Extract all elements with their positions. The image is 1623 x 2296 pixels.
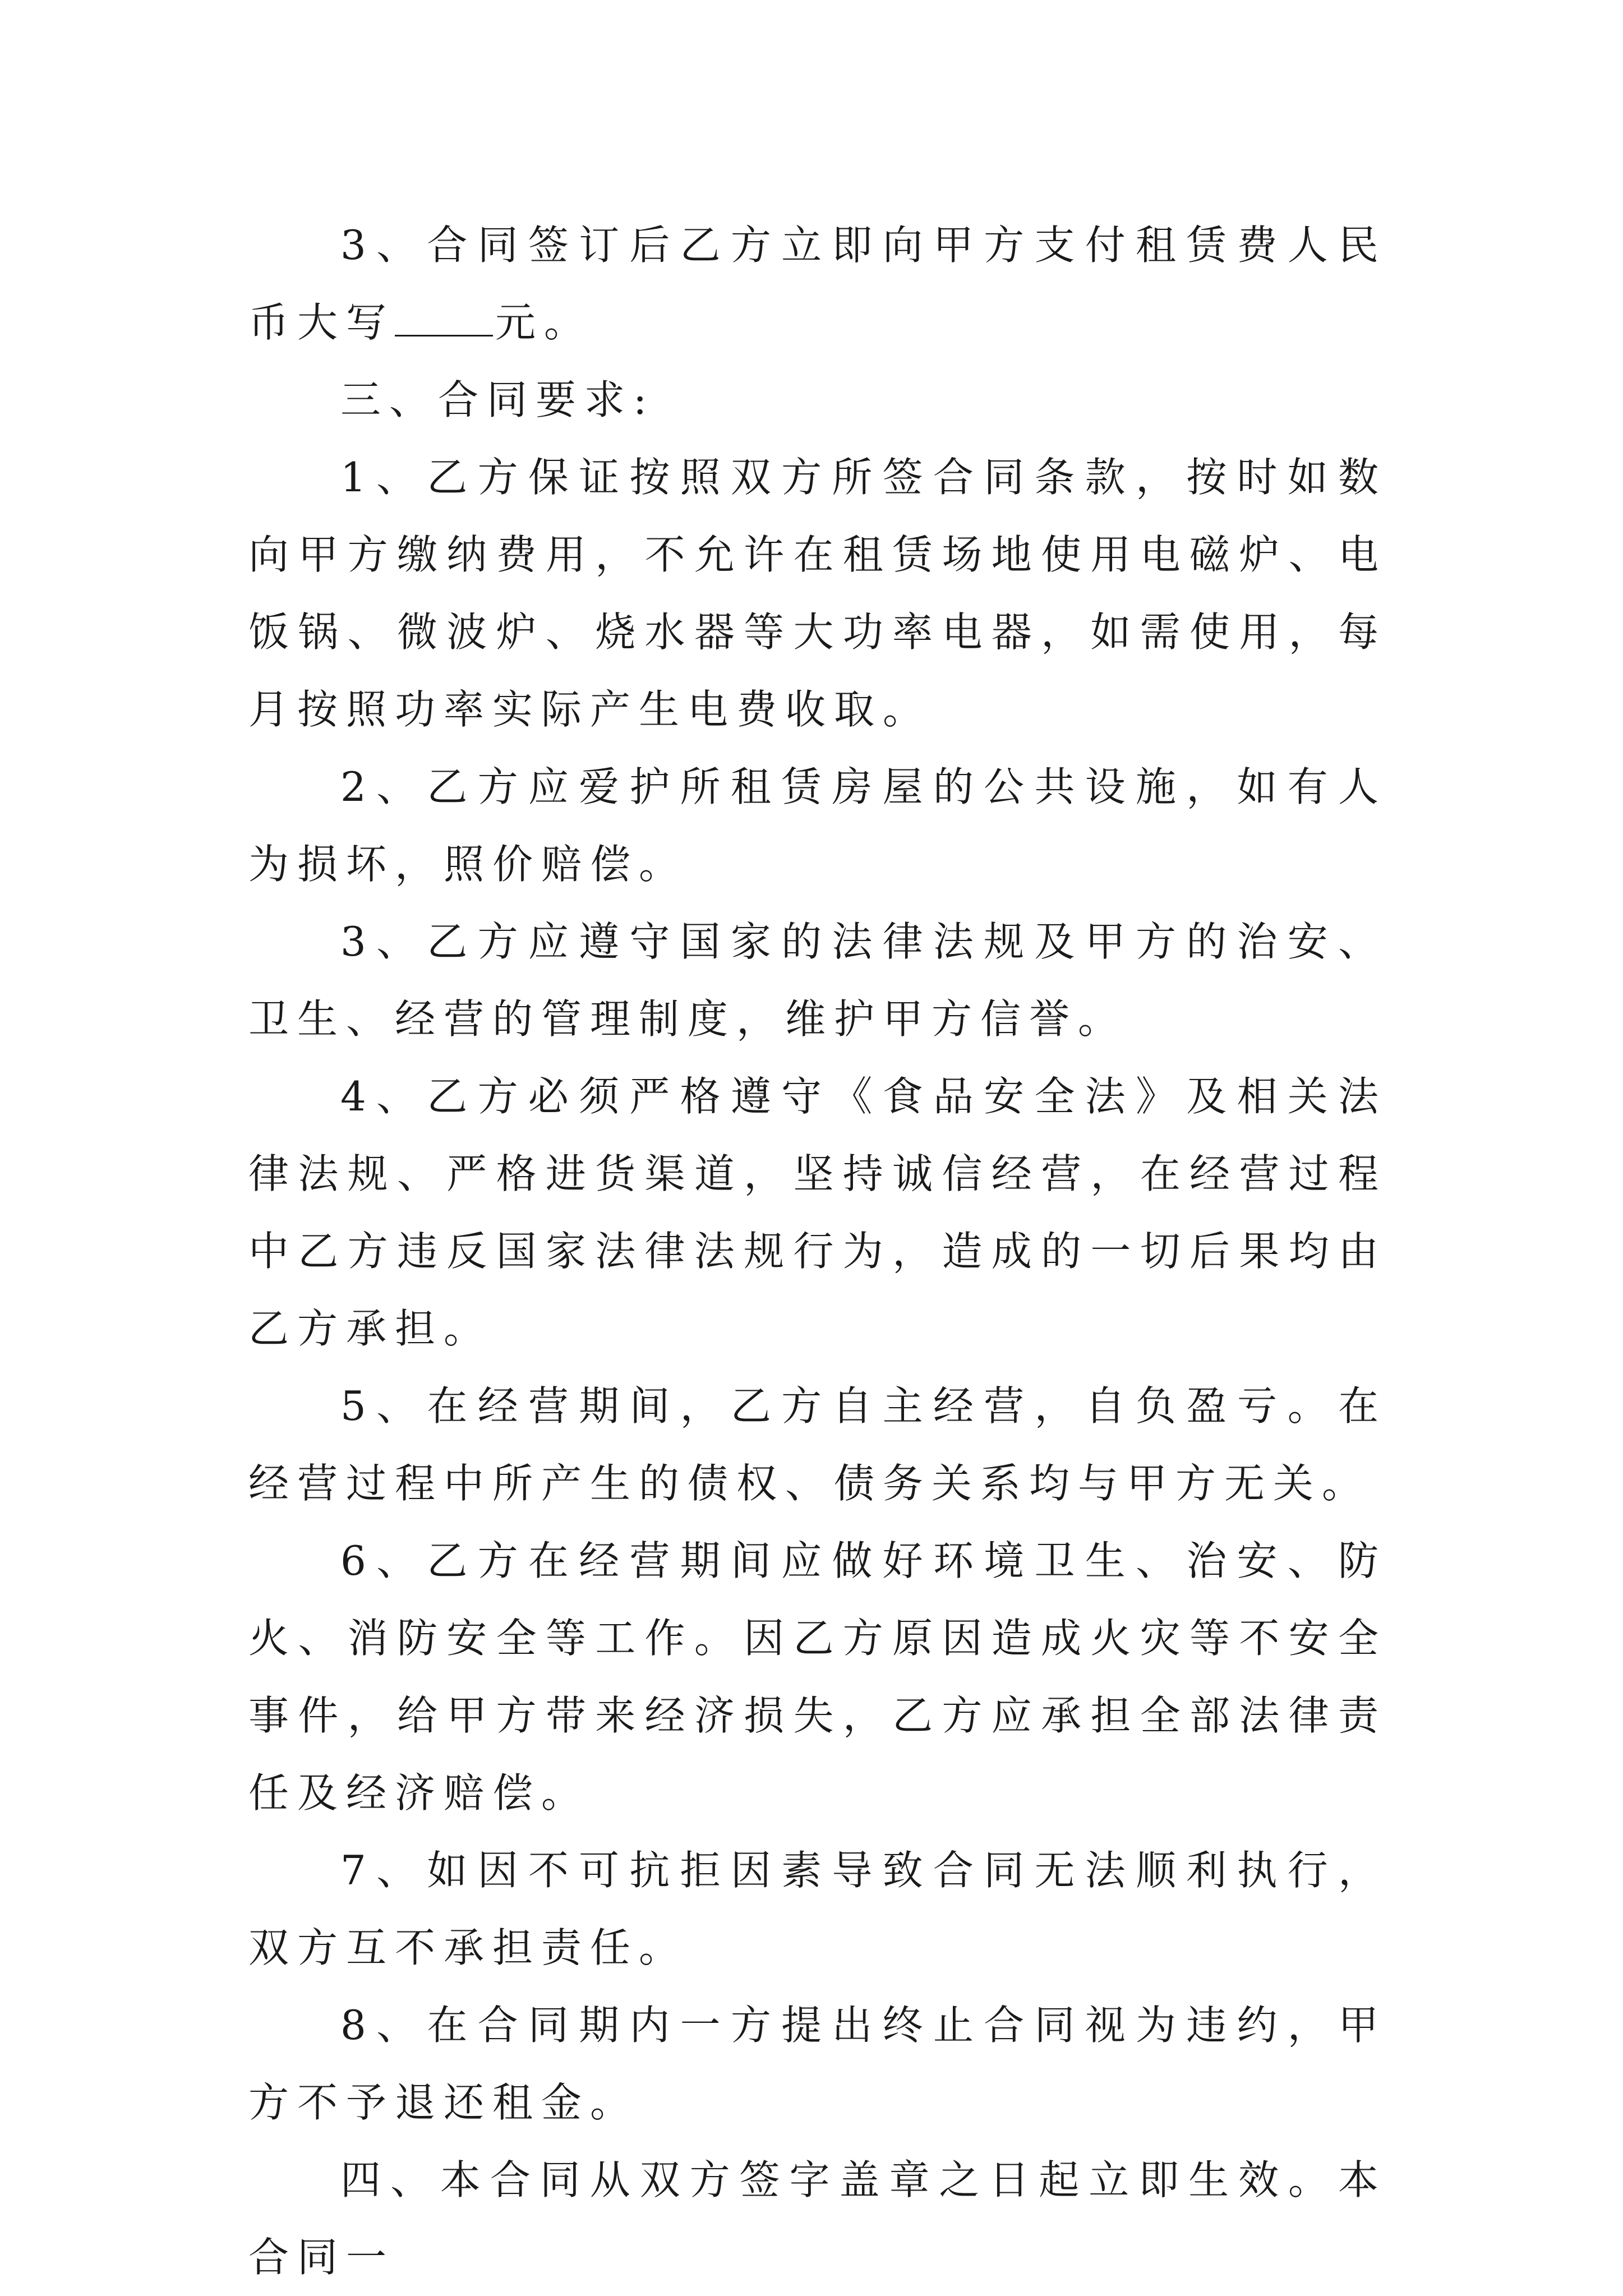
- requirement-paragraph-6: 6、乙方在经营期间应做好环境卫生、治安、防火、消防安全等工作。因乙方原因造成火灾等不安全事件，给甲方带来经济损失，乙方应承担全部法律责任及经济赔偿。: [248, 1537, 1387, 1816]
- payment-clause-suffix: 元。: [495, 299, 593, 346]
- requirement-paragraph-3: 3、乙方应遵守国家的法律法规及甲方的治安、卫生、经营的管理制度，维护甲方信誉。: [248, 918, 1387, 1043]
- payment-clause-paragraph: [248, 206, 1387, 361]
- section-heading-requirements: 三、合同要求:: [340, 376, 656, 423]
- requirement-paragraph-5: 5、在经营期间，乙方自主经营，自负盈亏。在经营过程中所产生的债权、债务关系均与甲方无关。: [248, 1382, 1387, 1507]
- amount-blank-line: [395, 302, 493, 336]
- requirement-paragraph-4: 4、乙方必须严格遵守《食品安全法》及相关法律法规、严格进货渠道，坚持诚信经营，在经营过程中乙方违反国家法律法规行为，造成的一切后果均由乙方承担。: [248, 1073, 1387, 1352]
- requirement-paragraph-2: 2、乙方应爱护所租赁房屋的公共设施，如有人为损坏，照价赔偿。: [248, 763, 1387, 888]
- document-body: [248, 206, 1387, 2296]
- payment-clause-text: 3、合同签订后乙方立即向甲方支付租赁费人民币大写: [248, 222, 1387, 346]
- section-four-paragraph: 四、本合同从双方签字盖章之日起立即生效。本合同一: [248, 2156, 1387, 2281]
- requirement-paragraph-8: 8、在合同期内一方提出终止合同视为违约，甲方不予退还租金。: [248, 2002, 1387, 2126]
- requirement-paragraph-7: 7、如因不可抗拒因素导致合同无法顺利执行，双方互不承担责任。: [248, 1847, 1387, 1971]
- requirement-paragraph-1: 1、乙方保证按照双方所签合同条款，按时如数向甲方缴纳费用，不允许在租赁场地使用电磁炉、电饭锅、微波炉、烧水器等大功率电器，如需使用，每月按照功率实际产生电费收取。: [248, 454, 1387, 733]
